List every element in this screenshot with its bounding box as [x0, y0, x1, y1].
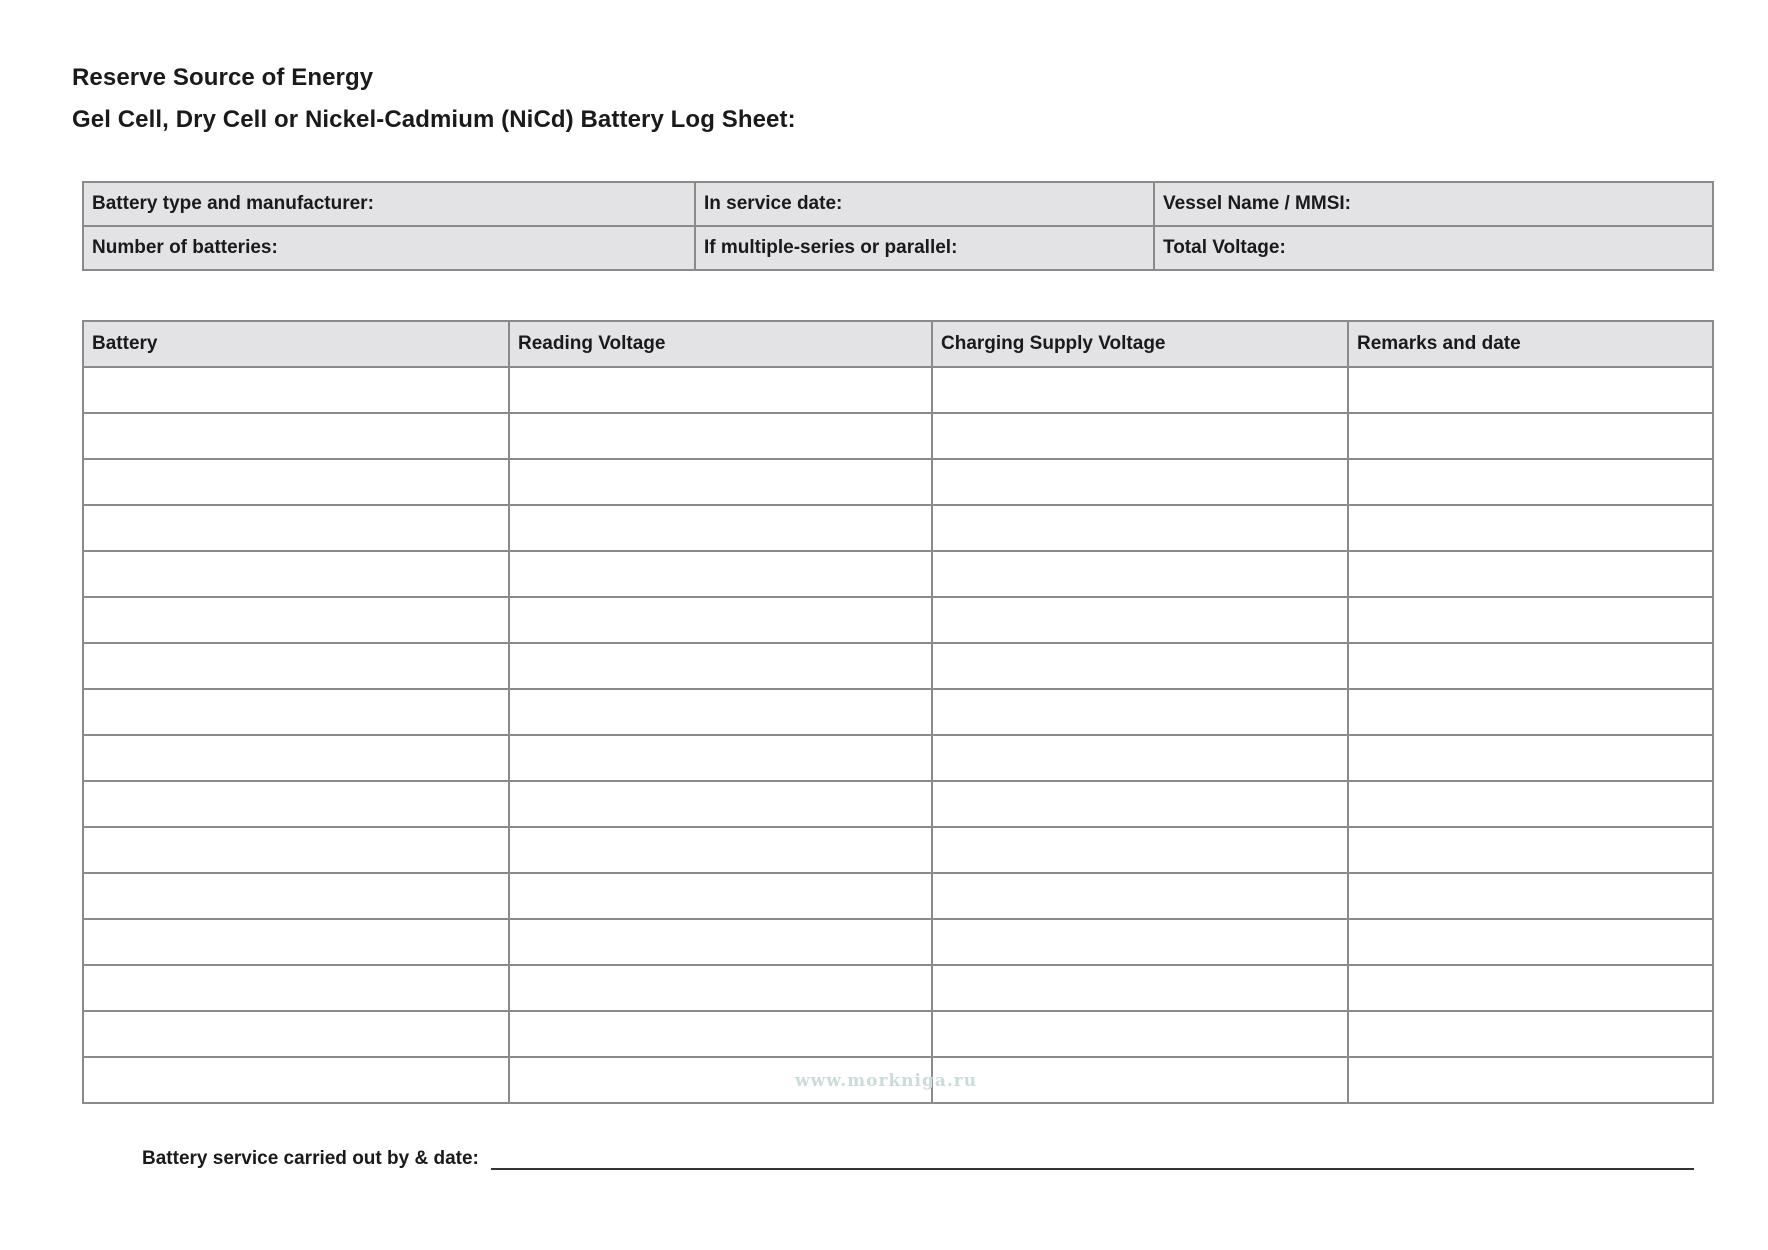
log-cell[interactable]	[1348, 505, 1713, 551]
log-row	[83, 551, 1713, 597]
column-header-charging-supply-voltage: Charging Supply Voltage	[932, 321, 1348, 367]
log-cell[interactable]	[932, 597, 1348, 643]
total-voltage-field[interactable]: Total Voltage:	[1154, 226, 1713, 270]
log-cell[interactable]	[932, 781, 1348, 827]
log-cell[interactable]	[83, 689, 509, 735]
log-cell[interactable]	[83, 965, 509, 1011]
log-cell[interactable]	[932, 965, 1348, 1011]
page-subtitle: Gel Cell, Dry Cell or Nickel-Cadmium (NiCd) Battery Log Sheet:	[72, 106, 796, 133]
log-cell[interactable]	[83, 1057, 509, 1103]
log-cell[interactable]	[83, 551, 509, 597]
column-header-reading-voltage: Reading Voltage	[509, 321, 932, 367]
log-row	[83, 919, 1713, 965]
log-cell[interactable]	[932, 643, 1348, 689]
log-row	[83, 827, 1713, 873]
log-cell[interactable]	[83, 413, 509, 459]
log-cell[interactable]	[509, 827, 932, 873]
log-row	[83, 597, 1713, 643]
log-cell[interactable]	[509, 459, 932, 505]
log-cell[interactable]	[1348, 367, 1713, 413]
log-header-row	[83, 321, 1713, 367]
log-cell[interactable]	[932, 1011, 1348, 1057]
log-cell[interactable]	[1348, 1057, 1713, 1103]
battery-info-table	[82, 181, 1714, 271]
log-cell[interactable]	[83, 827, 509, 873]
log-cell[interactable]	[509, 735, 932, 781]
log-cell[interactable]	[509, 505, 932, 551]
watermark: www.morkniga.ru	[795, 1071, 978, 1091]
log-cell[interactable]	[1348, 459, 1713, 505]
log-row	[83, 735, 1713, 781]
log-row	[83, 689, 1713, 735]
log-table-body	[83, 367, 1713, 1103]
log-row	[83, 413, 1713, 459]
log-cell[interactable]	[1348, 643, 1713, 689]
log-cell[interactable]	[509, 551, 932, 597]
log-cell[interactable]	[1348, 827, 1713, 873]
series-or-parallel-field[interactable]: If multiple-series or parallel:	[695, 226, 1154, 270]
info-row	[83, 182, 1713, 226]
page-title: Reserve Source of Energy	[72, 64, 374, 91]
log-row	[83, 505, 1713, 551]
log-cell[interactable]	[509, 965, 932, 1011]
log-cell[interactable]	[1348, 873, 1713, 919]
log-cell[interactable]	[932, 735, 1348, 781]
log-row	[83, 1011, 1713, 1057]
service-signoff	[142, 1148, 1694, 1170]
log-cell[interactable]	[509, 781, 932, 827]
log-cell[interactable]	[1348, 965, 1713, 1011]
log-cell[interactable]	[83, 643, 509, 689]
log-cell[interactable]	[932, 1057, 1348, 1103]
log-cell[interactable]	[1348, 413, 1713, 459]
info-row	[83, 226, 1713, 270]
log-cell[interactable]	[932, 827, 1348, 873]
log-cell[interactable]	[83, 505, 509, 551]
log-cell[interactable]	[1348, 597, 1713, 643]
vessel-name-mmsi-field[interactable]: Vessel Name / MMSI:	[1154, 182, 1713, 226]
log-cell[interactable]	[509, 1011, 932, 1057]
log-cell[interactable]	[932, 505, 1348, 551]
log-cell[interactable]	[83, 459, 509, 505]
log-row	[83, 643, 1713, 689]
log-row	[83, 965, 1713, 1011]
log-cell[interactable]	[932, 873, 1348, 919]
in-service-date-field[interactable]: In service date:	[695, 182, 1154, 226]
log-cell[interactable]	[509, 689, 932, 735]
battery-type-field[interactable]: Battery type and manufacturer:	[83, 182, 695, 226]
log-cell[interactable]	[83, 597, 509, 643]
log-cell[interactable]	[83, 735, 509, 781]
log-cell[interactable]	[83, 781, 509, 827]
log-cell[interactable]	[932, 413, 1348, 459]
log-row	[83, 367, 1713, 413]
column-header-battery: Battery	[83, 321, 509, 367]
log-cell[interactable]	[83, 1011, 509, 1057]
log-row	[83, 459, 1713, 505]
log-cell[interactable]	[932, 551, 1348, 597]
log-cell[interactable]	[932, 367, 1348, 413]
log-cell[interactable]	[932, 459, 1348, 505]
log-cell[interactable]	[509, 413, 932, 459]
log-cell[interactable]	[1348, 781, 1713, 827]
log-cell[interactable]	[509, 873, 932, 919]
log-cell[interactable]	[1348, 551, 1713, 597]
column-header-remarks-date: Remarks and date	[1348, 321, 1713, 367]
log-cell[interactable]	[1348, 689, 1713, 735]
log-cell[interactable]	[1348, 735, 1713, 781]
service-label: Battery service carried out by & date:	[142, 1148, 479, 1169]
log-cell[interactable]	[1348, 919, 1713, 965]
log-cell[interactable]	[509, 367, 932, 413]
log-row	[83, 781, 1713, 827]
log-cell[interactable]	[83, 873, 509, 919]
log-cell[interactable]	[509, 919, 932, 965]
log-cell[interactable]	[932, 919, 1348, 965]
log-cell[interactable]	[509, 597, 932, 643]
log-cell[interactable]	[83, 919, 509, 965]
log-cell[interactable]	[1348, 1011, 1713, 1057]
log-row	[83, 873, 1713, 919]
log-cell[interactable]	[932, 689, 1348, 735]
service-signature-line[interactable]	[491, 1148, 1694, 1170]
number-of-batteries-field[interactable]: Number of batteries:	[83, 226, 695, 270]
log-cell[interactable]	[509, 643, 932, 689]
log-cell[interactable]	[83, 367, 509, 413]
battery-log-table	[82, 320, 1714, 1104]
